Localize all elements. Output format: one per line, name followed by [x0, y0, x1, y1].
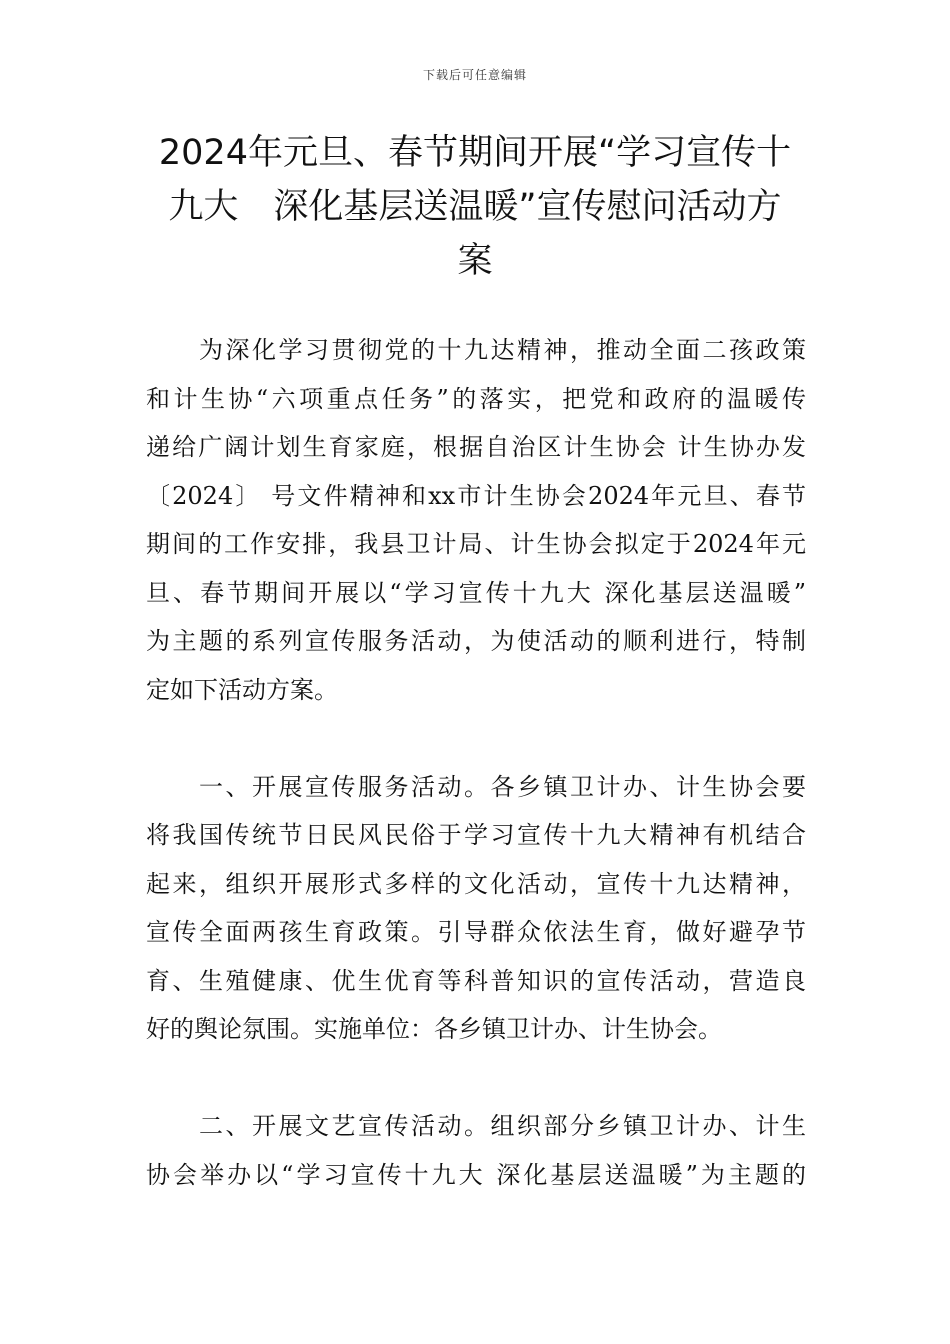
text-line: 〔2024〕 号文件精神和xx市计生协会2024年元旦、春节	[146, 481, 806, 510]
text-line: 宣传全面两孩生育政策。引导群众依法生育，做好避孕节	[146, 918, 806, 946]
text-line: 一、开展宣传服务活动。各乡镇卫计办、计生协会要	[146, 772, 806, 801]
title-line: 九大 深化基层送温暖”宣传慰问活动方	[168, 187, 782, 227]
title-line: 案	[457, 241, 493, 281]
paragraph-section-1	[146, 763, 806, 1054]
header-note: 下载后可任意编辑	[422, 68, 527, 82]
text-line: 二、开展文艺宣传活动。组织部分乡镇卫计办、计生	[146, 1112, 806, 1140]
text-line: 期间的工作安排，我县卫计局、计生协会拟定于2024年元	[146, 530, 806, 558]
document-title	[140, 126, 810, 288]
text-line: 定如下活动方案。	[146, 675, 338, 704]
text-line: 和计生协“六项重点任务”的落实，把党和政府的温暖传	[146, 384, 806, 413]
text-line: 将我国传统节日民风民俗于学习宣传十九大精神有机结合	[146, 821, 806, 849]
paragraph-intro	[146, 326, 806, 714]
text-line: 好的舆论氛围。实施单位：各乡镇卫计办、计生协会。	[146, 1015, 722, 1043]
text-line: 旦、春节期间开展以“学习宣传十九大 深化基层送温暖”	[146, 578, 806, 607]
text-line: 育、生殖健康、优生优育等科普知识的宣传活动，营造良	[146, 966, 806, 995]
title-line: 2024年元旦、春节期间开展“学习宣传十	[158, 133, 792, 173]
text-line: 为深化学习贯彻党的十九达精神，推动全面二孩政策	[146, 336, 806, 364]
text-line: 起来，组织开展形式多样的文化活动，宣传十九达精神，	[146, 869, 806, 898]
paragraph-section-2	[146, 1102, 806, 1199]
text-line: 为主题的系列宣传服务活动，为使活动的顺利进行，特制	[146, 627, 806, 655]
text-line: 递给广阔计划生育家庭，根据自治区计生协会 计生协办发	[146, 433, 806, 461]
document-body	[146, 326, 806, 1248]
text-line: 协会举办以“学习宣传十九大 深化基层送温暖”为主题的	[146, 1160, 806, 1189]
